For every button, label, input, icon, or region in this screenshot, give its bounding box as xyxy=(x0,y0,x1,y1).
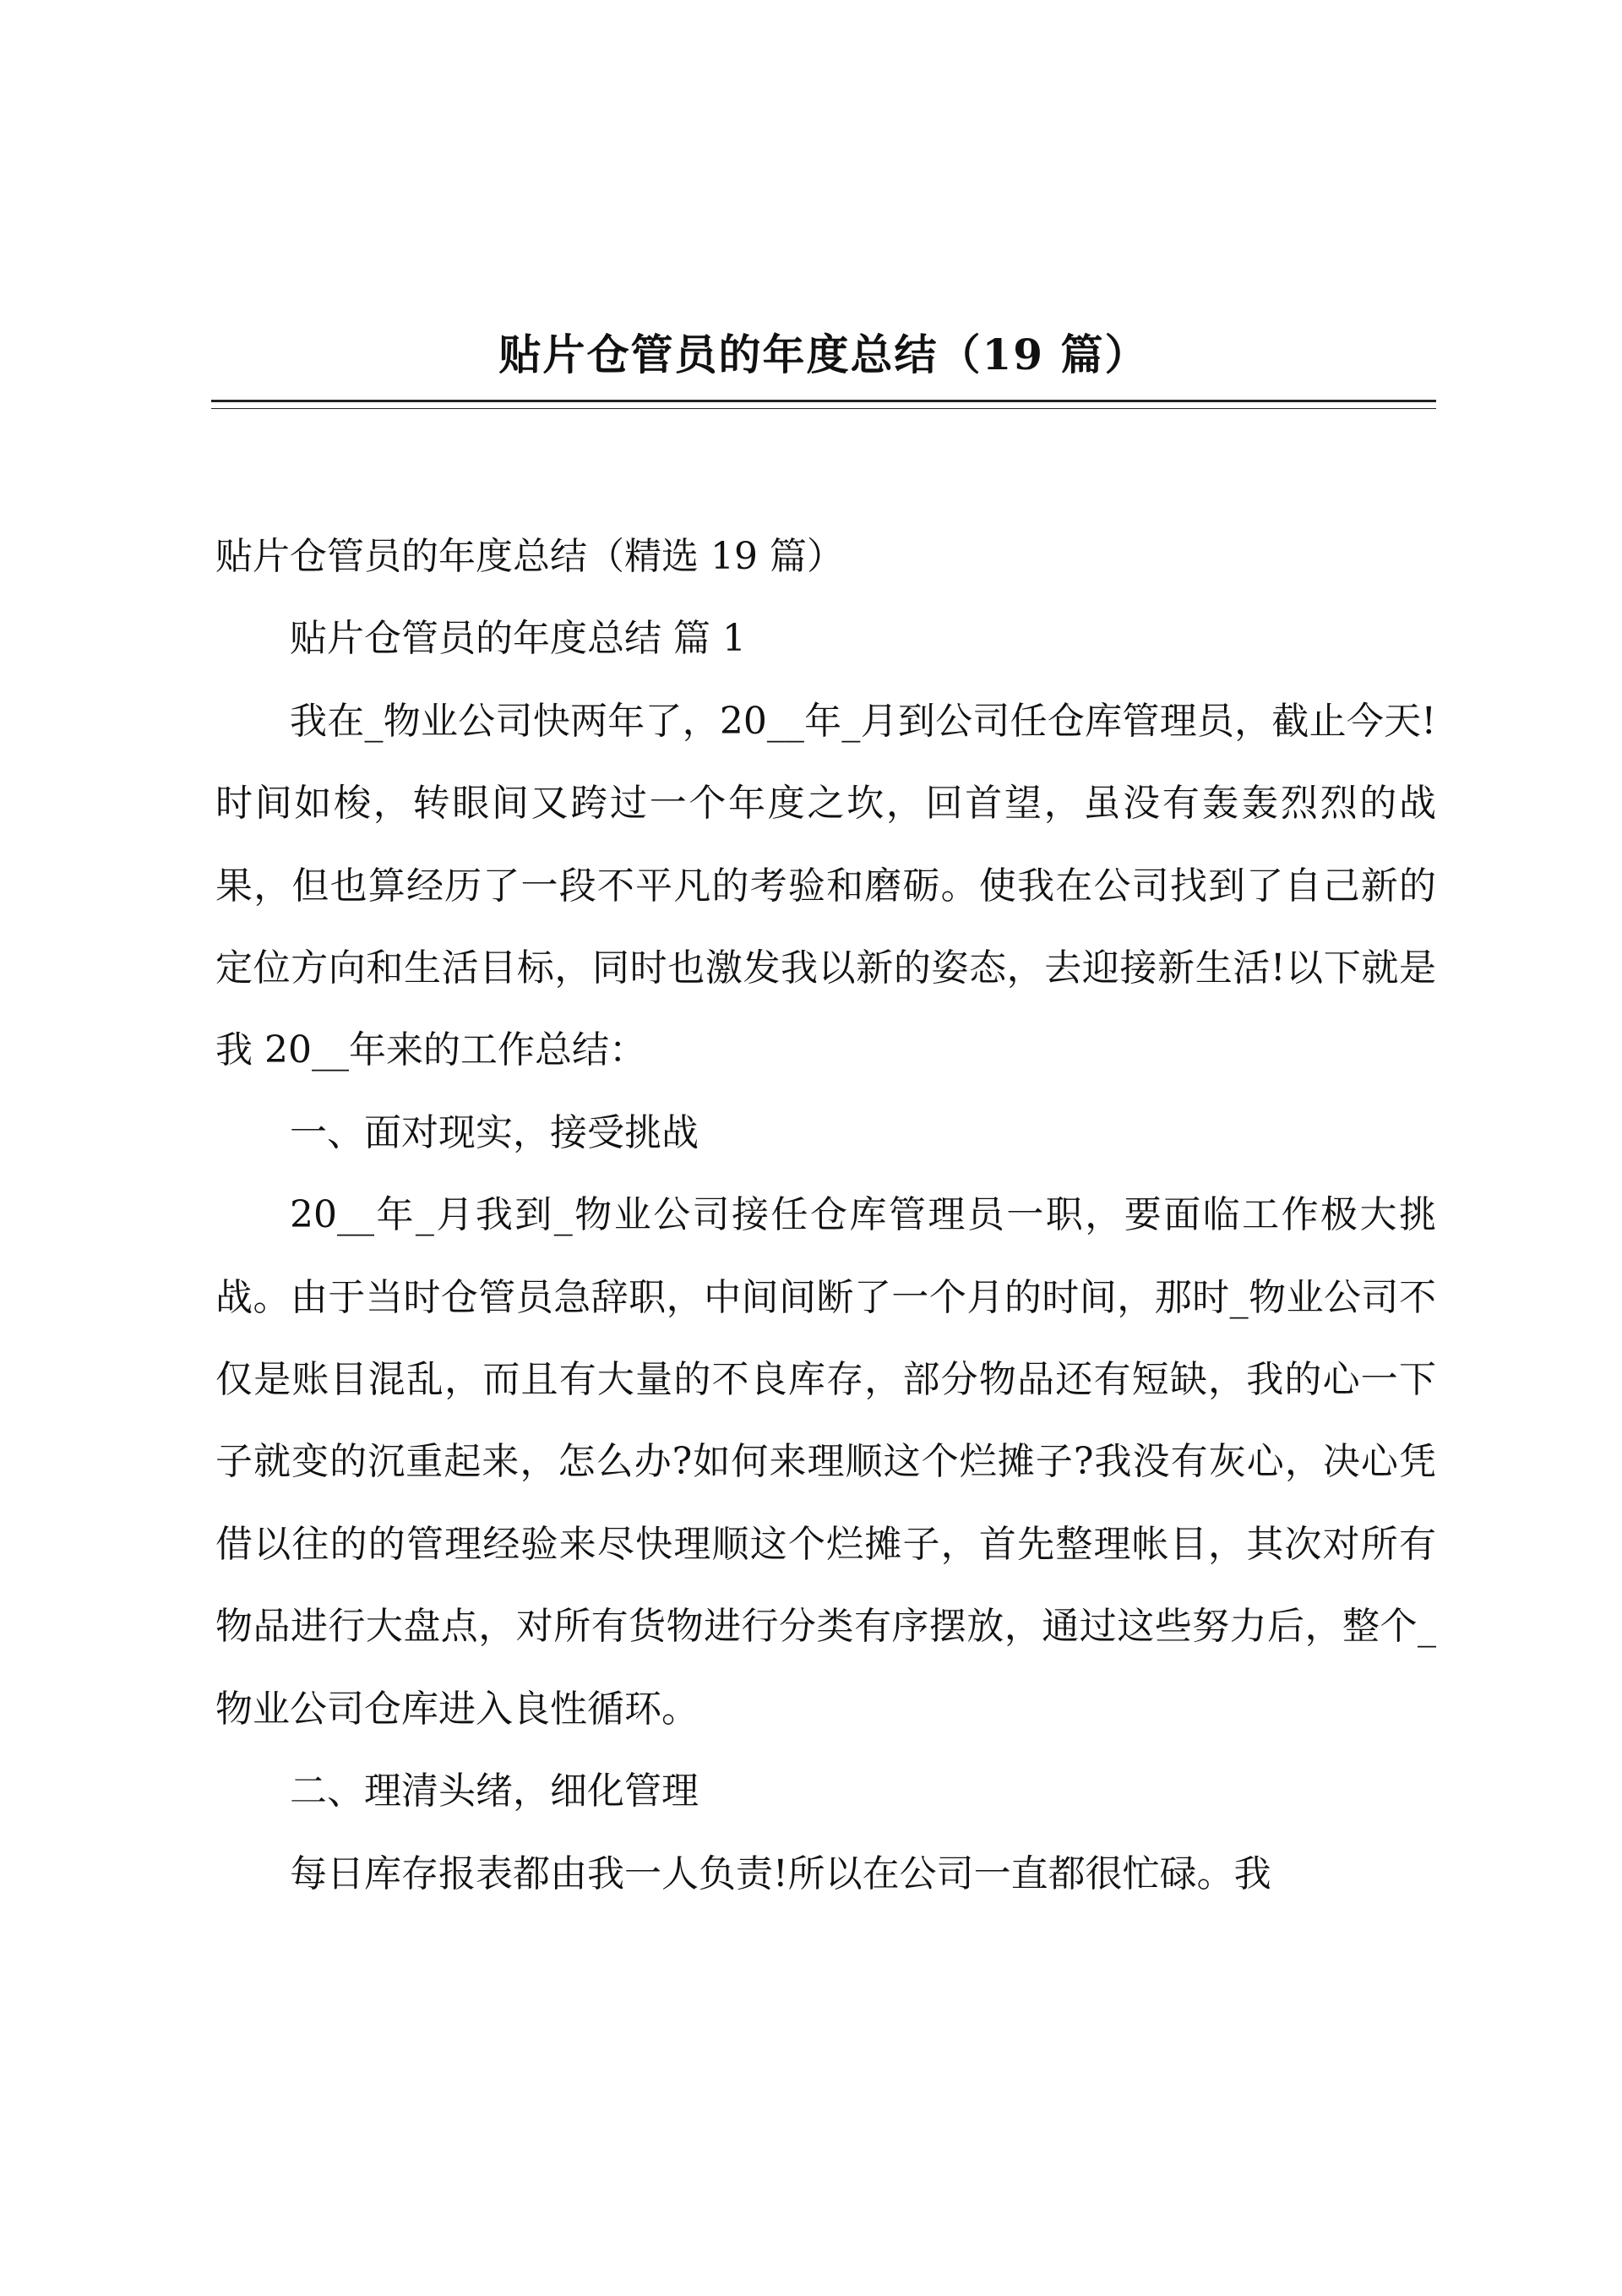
paragraph: 我在_物业公司快两年了，20__年_月到公司任仓库管理员，截止今天!时间如梭，转眼间又跨过一个年度之坎，回首望，虽没有轰轰烈烈的战果，但也算经历了一段不平凡的考验和磨砺。使我在公司找到了自己新的定位方向和生活目标，同时也激发我以新的姿态，去迎接新生活!以下就是我 20__年来的工作总结： xyxy=(215,699,1436,1072)
title-rule-thick xyxy=(211,400,1436,402)
paragraph-heading: 一、面对现实，接受挑战 xyxy=(290,1110,699,1154)
document-title: 贴片仓管员的年度总结（19 篇） xyxy=(498,330,1149,379)
paragraph-section-heading: 贴片仓管员的年度总结 篇 1 xyxy=(290,617,746,661)
paragraph-heading: 二、理清头绪，细化管理 xyxy=(290,1770,699,1813)
title-rule-thin xyxy=(211,408,1436,409)
paragraph-subtitle: 贴片仓管员的年度总结（精选 19 篇） xyxy=(215,535,844,578)
paragraph: 每日库存报表都由我一人负责!所以在公司一直都很忙碌。我 xyxy=(290,1852,1271,1895)
paragraph: 20__年_月我到_物业公司接任仓库管理员一职，要面临工作极大挑战。由于当时仓管员急辞职，中间间断了一个月的时间，那时_物业公司不仅是账目混乱，而且有大量的不良库存，部分物品还有短缺，我的心一下子就变的沉重起来，怎么办?如何来理顺这个烂摊子?我没有灰心，决心凭借以往的的管理经验来尽快理顺这个烂摊子，首先整理帐目，其次对所有物品进行大盘点，对所有货物进行分类有序摆放，通过这些努力后，整个_物业公司仓库进入良性循环。 xyxy=(215,1193,1436,1731)
document-body xyxy=(215,515,1436,1915)
